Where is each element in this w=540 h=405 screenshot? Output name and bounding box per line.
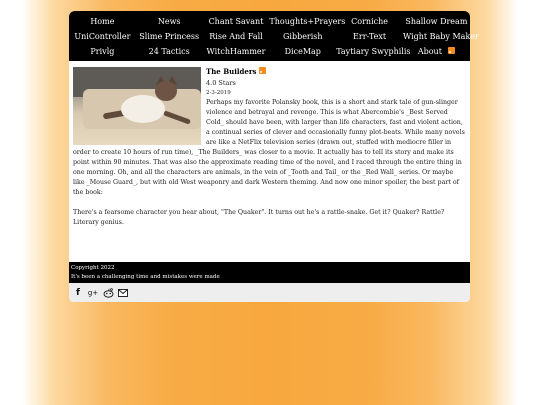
nav-item-taytiary-swyphilis[interactable]: Taytiary Swyphilis bbox=[336, 47, 411, 56]
nav-item-gibberish[interactable]: Gibberish bbox=[283, 32, 323, 41]
nav-item-unicontroller[interactable]: UniController bbox=[74, 32, 131, 41]
nav-item-err-text[interactable]: Err-Text bbox=[353, 32, 387, 41]
article-rss-icon[interactable] bbox=[259, 67, 266, 74]
nav-item-about-label: About bbox=[417, 47, 442, 56]
footer bbox=[69, 262, 470, 283]
article-date: 2-3-2019 bbox=[206, 90, 231, 96]
cat-photo bbox=[73, 67, 201, 145]
article-title[interactable]: The Builders bbox=[206, 67, 257, 76]
email-icon[interactable] bbox=[117, 287, 129, 299]
page-wrapper bbox=[69, 11, 479, 302]
footer-copyright: Copyright 2022 bbox=[71, 265, 115, 271]
nav-item-slime-princess[interactable]: Slime Princess bbox=[139, 32, 200, 41]
nav-row-1 bbox=[69, 14, 470, 29]
article-paragraph-1: Perhaps my favorite Polansky book, this is a short and stark tale of gun-slinger violence and betrayal and revenge. This is what Abercombie's _Best Served Cold_ should have been, with larger than life characters, fast and violent action, a continual series of clever and occasionally funny plot-beats. While many novels are like a NetFlix television series (drawn out, stuffed with mediocre filler in order to create 10 hours of run time), _The Builders_ was closer to a movie. It actually has to tell its story and make its point within 90 minutes. That was also the approximate reading time of the novel, and I raced through the entire thing in one morning. Oh, and all the characters are animals, in the vein of _Tooth and Tail_ or the _Red Wall_ series. Or maybe like _Mouse Guard_, but with old West weaponry and dark Western theming. And now one minor spoiler, the best part of the book: bbox=[73, 99, 465, 196]
nav-item-privlg[interactable]: Privlg bbox=[90, 47, 115, 56]
reddit-icon[interactable] bbox=[102, 287, 114, 299]
nav-item-about[interactable] bbox=[403, 47, 470, 56]
nav-item-thoughts-prayers[interactable]: Thoughts+Prayers bbox=[269, 17, 346, 26]
facebook-icon[interactable]: f bbox=[76, 287, 80, 298]
nav-item-chant-savant[interactable]: Chant Savant bbox=[208, 17, 264, 26]
nav-row-3 bbox=[69, 44, 470, 59]
nav-item-home[interactable]: Home bbox=[90, 17, 115, 26]
nav-item-news[interactable]: News bbox=[157, 17, 181, 26]
article bbox=[69, 61, 470, 228]
footer-tagline: It's been a challenging time and mistakes were made bbox=[71, 273, 220, 280]
nav-item-witchhammer[interactable]: WitchHammer bbox=[206, 47, 266, 56]
top-navigation bbox=[69, 11, 479, 61]
nav-item-wight-baby-maker[interactable]: Wight Baby Maker bbox=[402, 32, 479, 41]
nav-item-shallow-dream[interactable]: Shallow Dream bbox=[405, 17, 468, 26]
article-rating: 4.0 Stars bbox=[206, 79, 236, 87]
nav-item-rise-and-fall[interactable]: Rise And Fall bbox=[209, 32, 263, 41]
article-paragraph-2: There's a fearsome character you hear about, "The Quaker". It turns out he's a rattle-snake. Get it? Quaker? Rattle? Literary genius. bbox=[73, 209, 445, 226]
rss-feed-icon[interactable] bbox=[448, 47, 455, 54]
nav-item-corniche[interactable]: Corniche bbox=[351, 17, 388, 26]
nav-row-2 bbox=[69, 29, 479, 44]
main-content bbox=[69, 61, 470, 262]
google-plus-icon[interactable]: g+ bbox=[87, 288, 99, 297]
nav-item-dicemap[interactable]: DiceMap bbox=[284, 47, 321, 56]
share-bar bbox=[69, 283, 470, 302]
nav-item-24-tactics[interactable]: 24 Tactics bbox=[148, 47, 190, 56]
